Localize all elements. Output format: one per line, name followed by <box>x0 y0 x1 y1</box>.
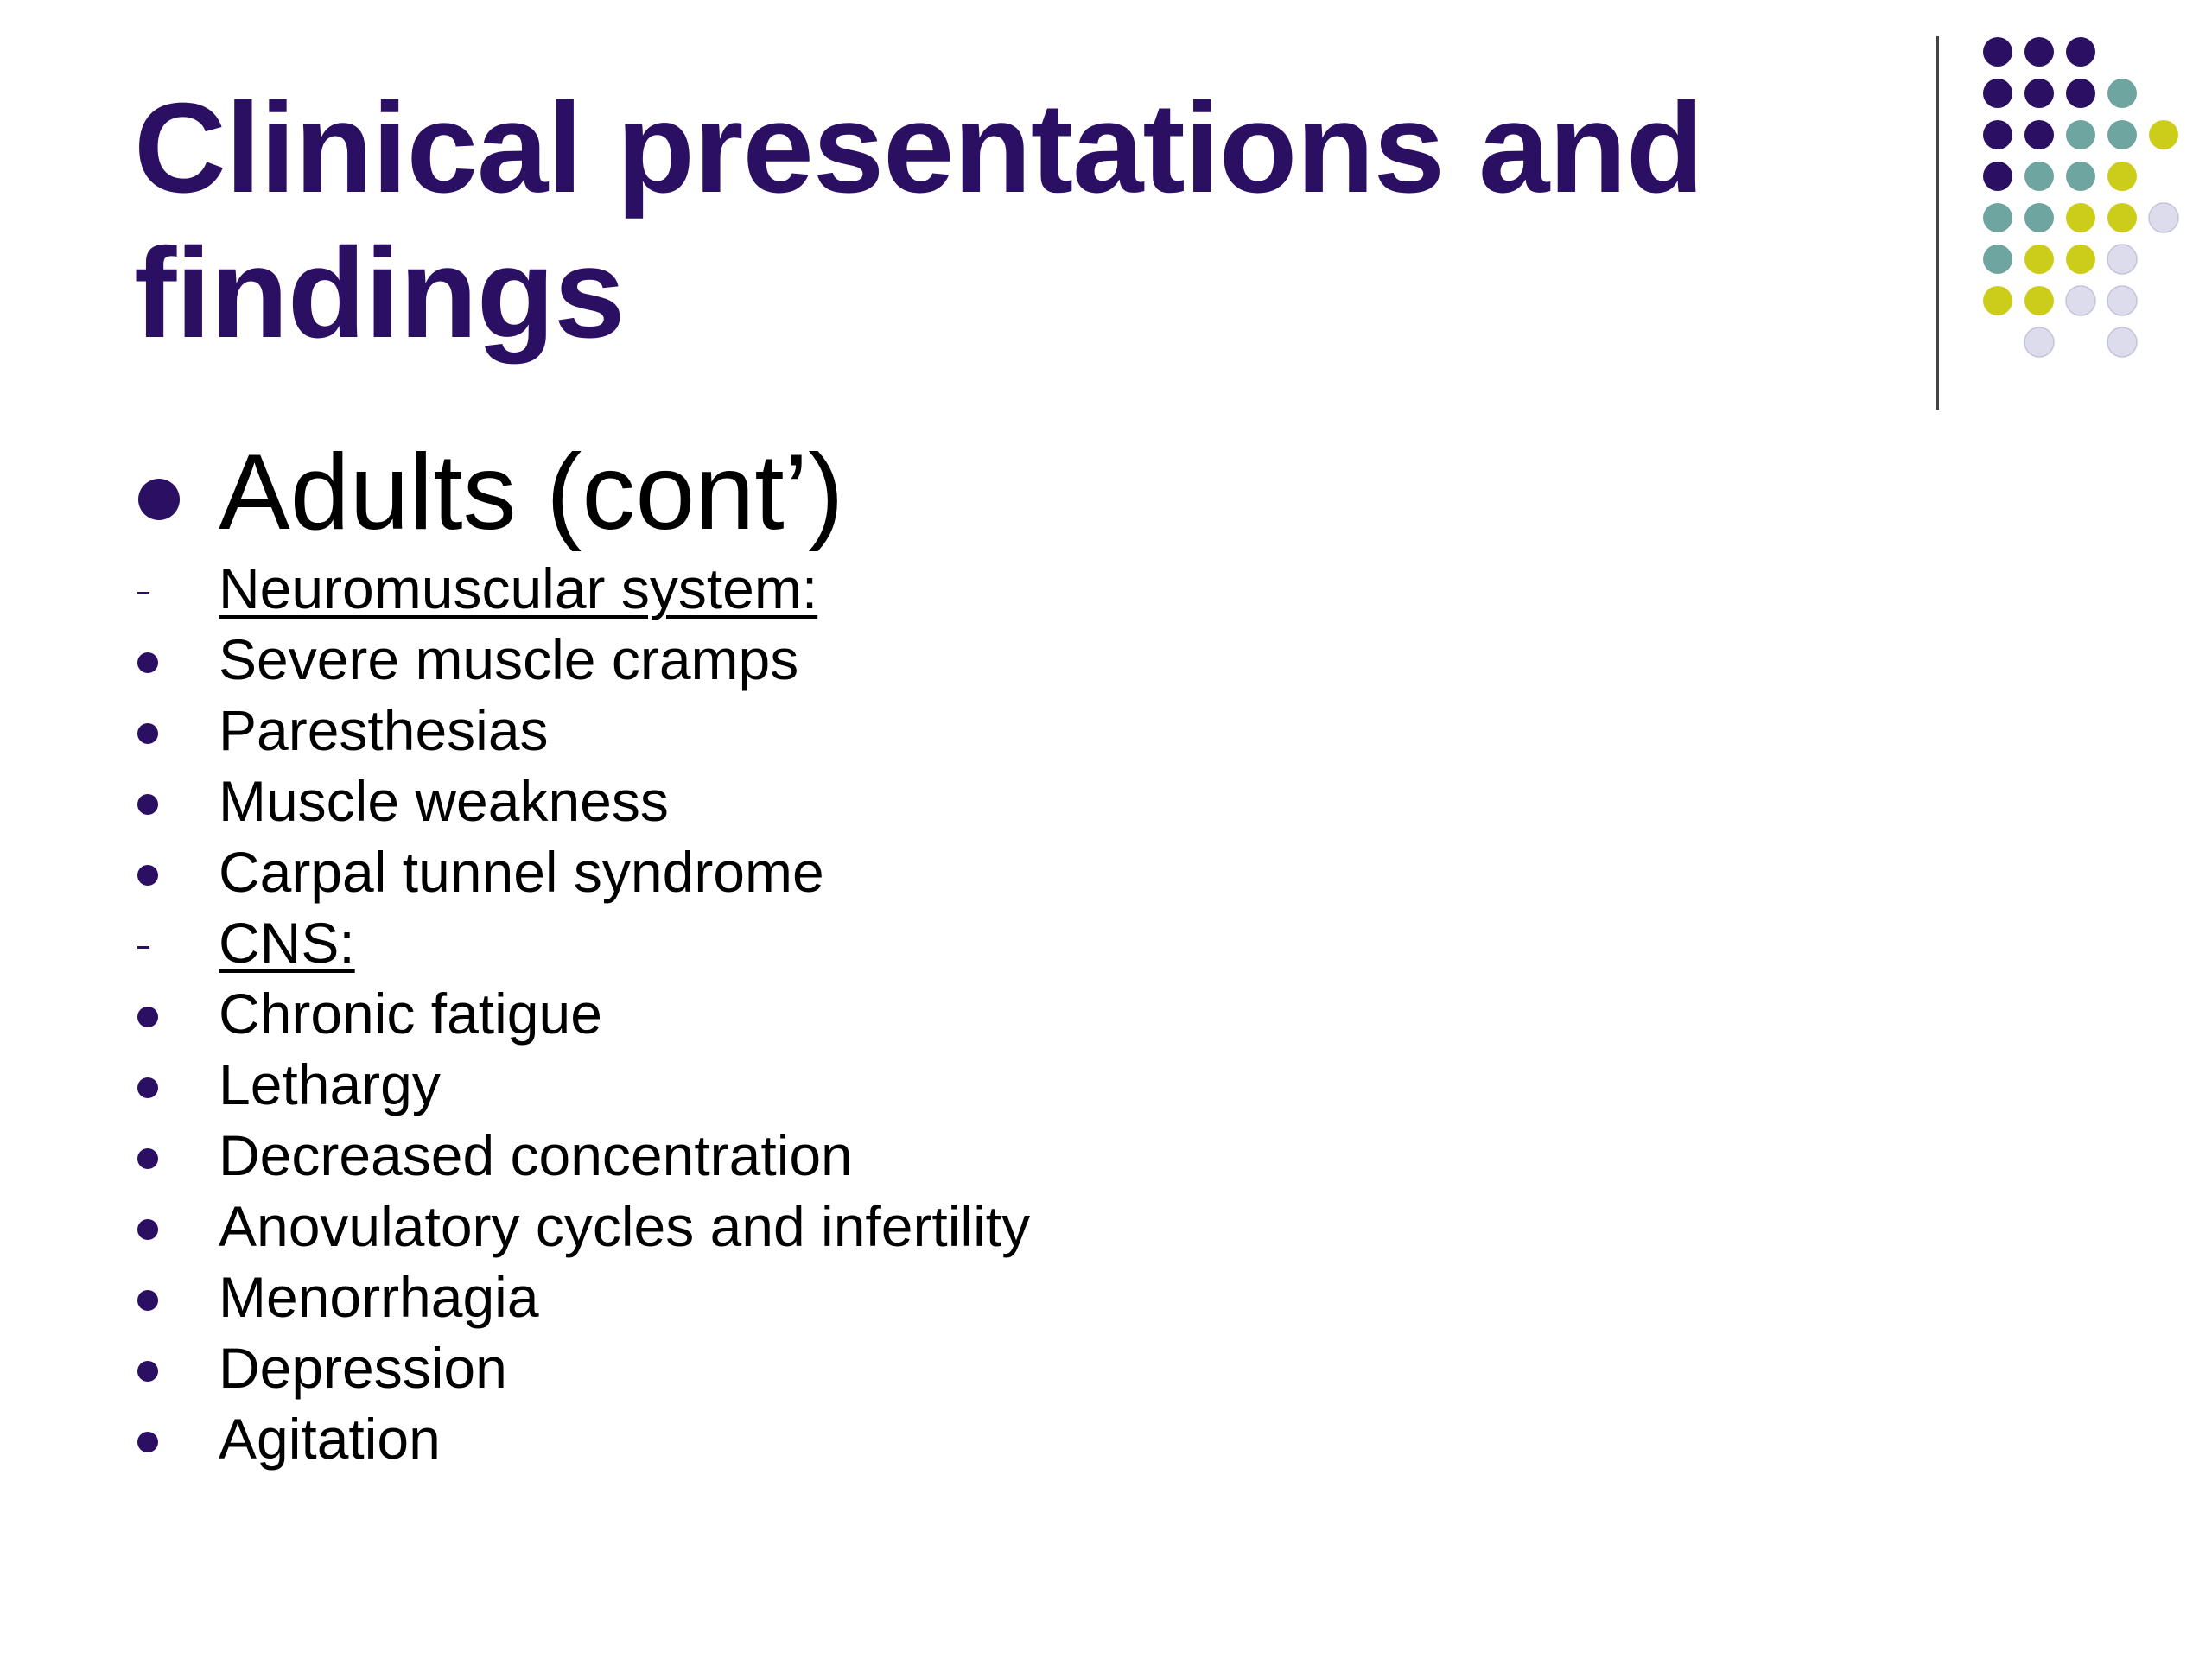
bullet-marker-icon <box>137 794 158 815</box>
list-item-label: Decreased concentration <box>219 1123 853 1187</box>
list-item <box>134 1120 1948 1191</box>
list-item-label: Menorrhagia <box>219 1265 539 1329</box>
decorative-dot <box>2066 162 2095 191</box>
section-heading-label: Neuromuscular system: <box>219 556 818 620</box>
decorative-dot <box>2024 120 2054 149</box>
list-item <box>134 1332 1948 1403</box>
decorative-dot <box>2149 120 2178 149</box>
decorative-dot <box>2107 79 2137 108</box>
top-bullet-label: Adults (cont’) <box>219 433 844 552</box>
decorative-dot <box>1983 203 2012 232</box>
bullet-marker-icon <box>137 652 158 673</box>
list-item <box>134 1049 1948 1120</box>
bullet-marker-icon <box>137 865 158 886</box>
decorative-dot <box>2107 286 2137 315</box>
decorative-dot <box>2066 37 2095 67</box>
title-divider-line <box>1936 36 1939 410</box>
bullet-marker-icon <box>137 1007 158 1027</box>
decorative-dot <box>1983 120 2012 149</box>
decorative-dot <box>2107 327 2137 357</box>
bullet-marker-icon <box>137 1361 158 1382</box>
list-item-label: Lethargy <box>219 1052 441 1116</box>
section-heading-label: CNS: <box>219 911 355 975</box>
bullet-marker-icon <box>137 1290 158 1311</box>
decorative-dot <box>2066 245 2095 274</box>
decorative-dot <box>2024 327 2054 357</box>
dash-marker-icon <box>137 592 149 594</box>
decorative-dot <box>1983 162 2012 191</box>
list-item <box>134 695 1948 766</box>
list-item-label: Carpal tunnel syndrome <box>219 840 824 904</box>
section-heading <box>134 553 1948 624</box>
decorative-dot <box>2107 203 2137 232</box>
bullet-marker-icon <box>137 1432 158 1452</box>
list-item <box>134 1191 1948 1262</box>
list-item-label: Muscle weakness <box>219 769 669 833</box>
decorative-dot <box>1983 37 2012 67</box>
slide-title: Clinical presentations and findings <box>134 77 1704 365</box>
list-item-label: Depression <box>219 1336 507 1400</box>
decorative-dot <box>2107 245 2137 274</box>
decorative-dot-grid <box>1979 35 2203 363</box>
decorative-dot <box>2107 120 2137 149</box>
list-item <box>134 1403 1948 1474</box>
decorative-dot <box>1983 245 2012 274</box>
list-item-label: Chronic fatigue <box>219 982 602 1046</box>
list-item <box>134 978 1948 1049</box>
bullet-marker-icon <box>137 723 158 744</box>
decorative-dot <box>2066 286 2095 315</box>
decorative-dot <box>2107 162 2137 191</box>
list-item <box>134 766 1948 836</box>
list-item-label: Severe muscle cramps <box>219 627 799 691</box>
decorative-dot <box>2066 120 2095 149</box>
bullet-marker-icon <box>137 1077 158 1098</box>
decorative-dot <box>2024 162 2054 191</box>
bullet-marker-icon <box>138 479 180 520</box>
list-item-label: Paresthesias <box>219 698 549 762</box>
decorative-dot <box>2066 203 2095 232</box>
list-item <box>134 624 1948 695</box>
decorative-dot <box>2066 79 2095 108</box>
top-level-bullet <box>134 432 1948 553</box>
bullet-list <box>134 553 1948 1474</box>
bullet-marker-icon <box>137 1148 158 1169</box>
list-item-label: Anovulatory cycles and infertility <box>219 1194 1031 1258</box>
decorative-dot <box>2024 245 2054 274</box>
decorative-dot <box>2024 203 2054 232</box>
decorative-dot <box>2024 37 2054 67</box>
list-item-label: Agitation <box>219 1407 441 1471</box>
slide-content <box>134 432 1948 1474</box>
decorative-dot <box>2149 203 2178 232</box>
decorative-dot <box>1983 79 2012 108</box>
decorative-dot <box>1983 286 2012 315</box>
section-heading <box>134 907 1948 978</box>
dash-marker-icon <box>137 946 149 949</box>
decorative-dot <box>2024 79 2054 108</box>
list-item <box>134 1262 1948 1332</box>
list-item <box>134 836 1948 907</box>
bullet-marker-icon <box>137 1219 158 1240</box>
dot-grid-graphic <box>1979 35 2203 363</box>
decorative-dot <box>2024 286 2054 315</box>
